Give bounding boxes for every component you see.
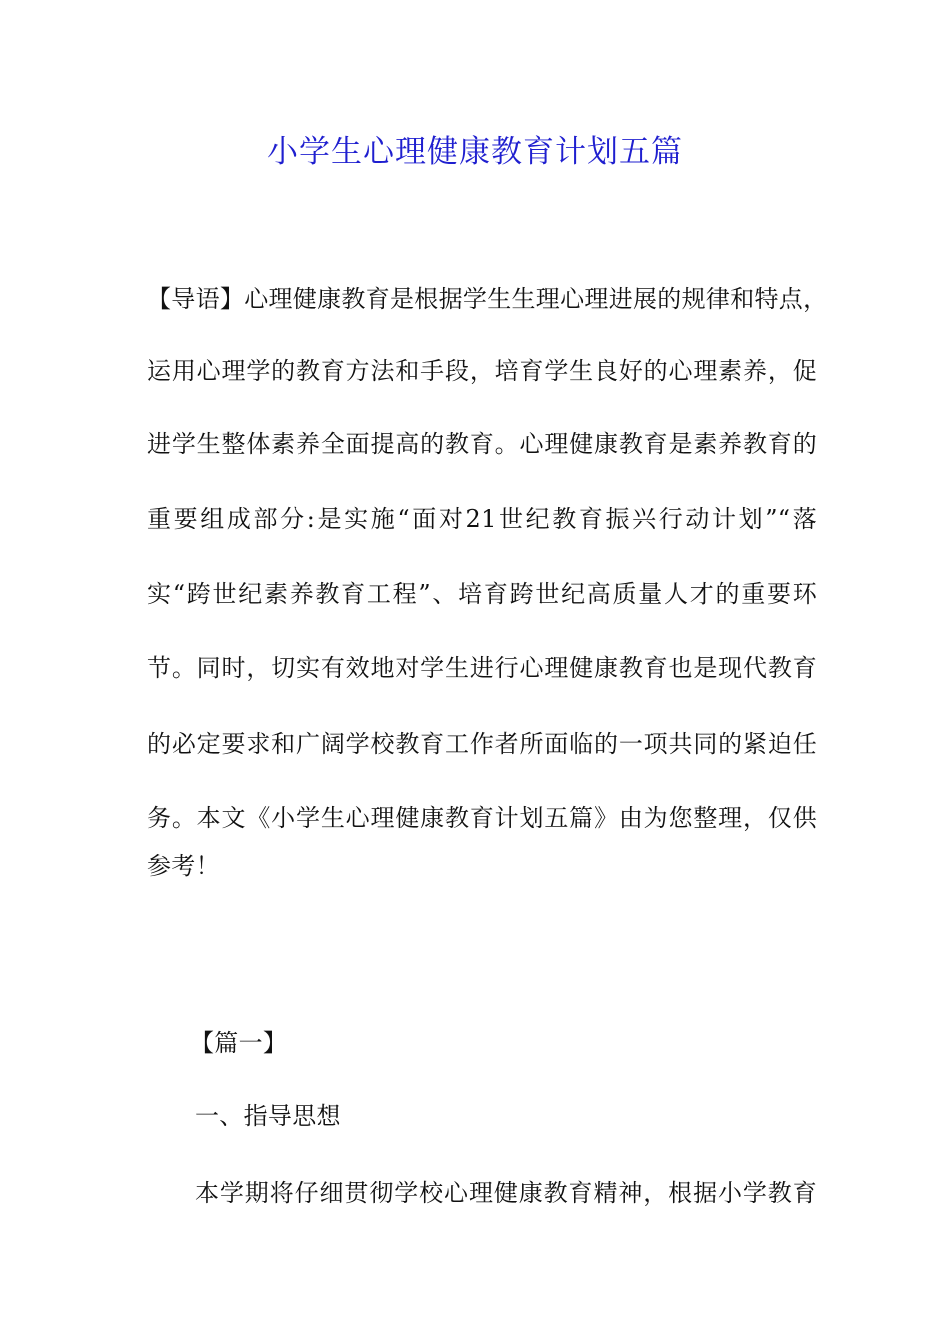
intro-line: 节。同时，切实有效地对学生进行心理健康教育也是现代教育 bbox=[147, 654, 817, 682]
subsection-heading: 一、指导思想 bbox=[195, 1102, 341, 1130]
intro-line: 【导语】心理健康教育是根据学生生理心理进展的规律和特点， bbox=[147, 285, 828, 313]
document-title: 小学生心理健康教育计划五篇 bbox=[267, 134, 683, 170]
intro-line-last: 参考！ bbox=[147, 852, 220, 880]
intro-line: 实“跨世纪素养教育工程”、培育跨世纪高质量人才的重要环 bbox=[147, 580, 817, 608]
section-heading: 【篇一】 bbox=[190, 1029, 288, 1057]
intro-line: 运用心理学的教育方法和手段，培育学生良好的心理素养，促 bbox=[147, 357, 817, 385]
intro-line: 务。本文《小学生心理健康教育计划五篇》由为您整理，仅供 bbox=[147, 804, 817, 832]
section-body-line: 本学期将仔细贯彻学校心理健康教育精神，根据小学教育 bbox=[195, 1179, 817, 1207]
intro-line: 重要组成部分:是实施“面对21世纪教育振兴行动计划”“落 bbox=[147, 505, 817, 533]
intro-line: 进学生整体素养全面提高的教育。心理健康教育是素养教育的 bbox=[147, 430, 817, 458]
intro-line: 的必定要求和广阔学校教育工作者所面临的一项共同的紧迫任 bbox=[147, 730, 817, 758]
